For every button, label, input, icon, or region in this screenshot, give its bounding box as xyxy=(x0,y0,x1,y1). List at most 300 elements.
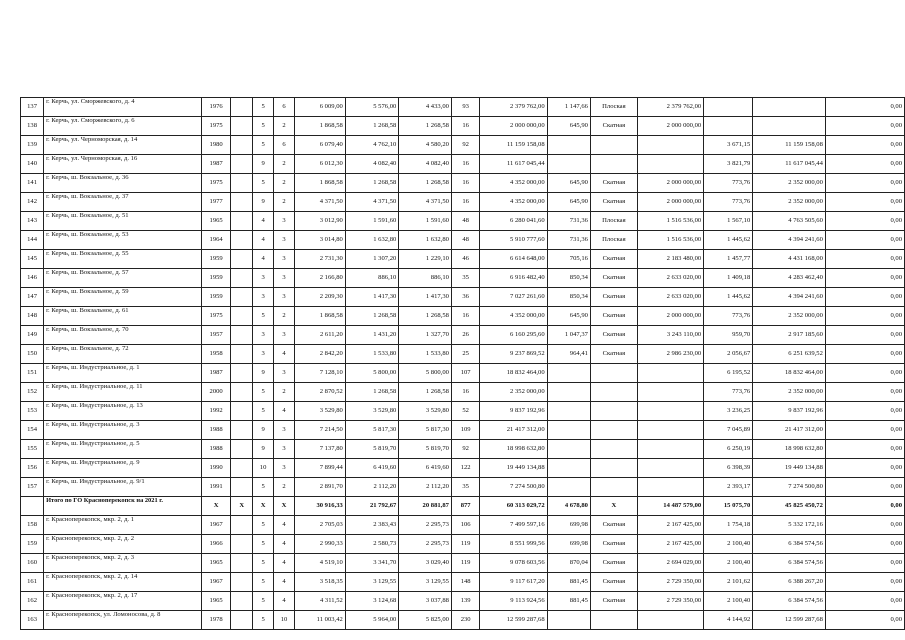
cell-total-cost: 9 078 603,56 xyxy=(480,554,547,573)
cell-residents: 52 xyxy=(451,402,479,421)
cell-address: г. Красноперекопск, мкр. 2, д. 2 xyxy=(44,535,202,554)
cell-cost-2: 18 998 632,80 xyxy=(753,440,826,459)
cell-year-built: 1980 xyxy=(201,136,231,155)
cell-year-built: 1964 xyxy=(201,231,231,250)
cell-address: г. Керчь, ш. Вокзальное, д. 57 xyxy=(44,269,202,288)
cell-unit-cost-2: 6 398,39 xyxy=(704,459,753,478)
cell-roof-cost: 2 633 020,00 xyxy=(637,288,703,307)
cell-address: г. Керчь, ш. Индустриальное, д. 13 xyxy=(44,402,202,421)
cell-living-area: 1 307,20 xyxy=(345,250,399,269)
cell-blank-col xyxy=(231,212,253,231)
cell-cost-2: 4 394 241,60 xyxy=(753,288,826,307)
cell-total-cost: 9 837 192,96 xyxy=(480,402,547,421)
cell-floors: 3 xyxy=(253,326,274,345)
cell-residents: 119 xyxy=(451,535,479,554)
cell-year-built: 1987 xyxy=(201,364,231,383)
cell-living-area: 1 268,58 xyxy=(345,383,399,402)
cell-year-built: 1959 xyxy=(201,269,231,288)
cell-address: г. Керчь, ш. Индустриальное, д. 1 xyxy=(44,364,202,383)
cell-row-number: 160 xyxy=(21,554,44,573)
cell-residential-area: 1 417,30 xyxy=(399,288,452,307)
cell-total-cost: 4 352 000,00 xyxy=(480,174,547,193)
cell-cost-2: 19 449 134,88 xyxy=(753,459,826,478)
cell-remainder: 0,00 xyxy=(825,611,904,630)
cell-address: г. Красноперекопск, мкр. 2, д. 3 xyxy=(44,554,202,573)
cell-residents: 35 xyxy=(451,478,479,497)
cell-entrances: 2 xyxy=(274,478,295,497)
cell-floors: 5 xyxy=(253,611,274,630)
cell-cost-2: 11 159 158,08 xyxy=(753,136,826,155)
cell-year-built: 1978 xyxy=(201,611,231,630)
table-row xyxy=(21,364,905,383)
cell-unit-cost-2: 3 821,79 xyxy=(704,155,753,174)
cell-address: г. Керчь, ул. Черноморская, д. 16 xyxy=(44,155,202,174)
cell-roof-cost: 2 000 000,00 xyxy=(637,117,703,136)
cell-residents: 877 xyxy=(451,497,479,516)
cell-living-area: 4 371,50 xyxy=(345,193,399,212)
cell-unit-cost: 1 147,66 xyxy=(547,98,590,117)
cell-year-built: 1988 xyxy=(201,421,231,440)
cell-row-number: 154 xyxy=(21,421,44,440)
table-row xyxy=(21,611,905,630)
cell-unit-cost xyxy=(547,421,590,440)
cell-address: г. Керчь, ш. Индустриальное, д. 9 xyxy=(44,459,202,478)
cell-year-built: 1965 xyxy=(201,592,231,611)
cell-remainder: 0,00 xyxy=(825,478,904,497)
cell-row-number xyxy=(21,497,44,516)
table-row xyxy=(21,516,905,535)
cell-cost-2 xyxy=(753,98,826,117)
cell-unit-cost-2: 959,70 xyxy=(704,326,753,345)
cell-living-area: 1 533,80 xyxy=(345,345,399,364)
cell-living-area: 1 417,30 xyxy=(345,288,399,307)
table-row xyxy=(21,573,905,592)
cell-unit-cost-2: 1 445,62 xyxy=(704,231,753,250)
housing-repair-table xyxy=(20,97,905,630)
table-row xyxy=(21,288,905,307)
cell-unit-cost xyxy=(547,478,590,497)
table-row xyxy=(21,383,905,402)
cell-total-cost: 6 614 648,00 xyxy=(480,250,547,269)
cell-residential-area: 1 533,80 xyxy=(399,345,452,364)
cell-living-area: 5 817,30 xyxy=(345,421,399,440)
cell-roof-type: Скатная xyxy=(590,250,637,269)
cell-total-cost: 18 998 632,80 xyxy=(480,440,547,459)
cell-remainder: 0,00 xyxy=(825,554,904,573)
cell-floors: 5 xyxy=(253,174,274,193)
cell-total-area: 1 868,58 xyxy=(295,174,346,193)
cell-total-area: 7 899,44 xyxy=(295,459,346,478)
table-row xyxy=(21,307,905,326)
cell-cost-2: 6 384 574,56 xyxy=(753,535,826,554)
cell-unit-cost-2: 3 236,25 xyxy=(704,402,753,421)
cell-total-cost: 18 832 464,00 xyxy=(480,364,547,383)
cell-roof-type: Скатная xyxy=(590,326,637,345)
cell-year-built: 1975 xyxy=(201,117,231,136)
cell-residents: 119 xyxy=(451,554,479,573)
cell-total-area: 6 012,30 xyxy=(295,155,346,174)
cell-residents: 26 xyxy=(451,326,479,345)
cell-year-built: 1957 xyxy=(201,326,231,345)
cell-row-number: 161 xyxy=(21,573,44,592)
table-row xyxy=(21,250,905,269)
cell-remainder: 0,00 xyxy=(825,326,904,345)
cell-cost-2: 2 917 185,60 xyxy=(753,326,826,345)
cell-remainder: 0,00 xyxy=(825,231,904,250)
cell-total-cost: 9 117 617,20 xyxy=(480,573,547,592)
cell-remainder: 0,00 xyxy=(825,497,904,516)
cell-roof-type xyxy=(590,155,637,174)
cell-entrances: 3 xyxy=(274,212,295,231)
cell-residential-area: 4 371,50 xyxy=(399,193,452,212)
cell-unit-cost-2: 2 393,17 xyxy=(704,478,753,497)
cell-roof-type: Скатная xyxy=(590,345,637,364)
cell-total-area: 1 868,58 xyxy=(295,117,346,136)
cell-unit-cost xyxy=(547,136,590,155)
cell-unit-cost: 881,45 xyxy=(547,592,590,611)
cell-residential-area: 2 295,73 xyxy=(399,516,452,535)
cell-living-area: 2 383,43 xyxy=(345,516,399,535)
cell-remainder: 0,00 xyxy=(825,98,904,117)
cell-residents: 16 xyxy=(451,155,479,174)
cell-blank-col xyxy=(231,516,253,535)
cell-cost-2: 18 832 464,00 xyxy=(753,364,826,383)
cell-roof-cost: 2 000 000,00 xyxy=(637,174,703,193)
cell-roof-type xyxy=(590,478,637,497)
total-row xyxy=(21,497,905,516)
cell-entrances: 2 xyxy=(274,117,295,136)
cell-roof-cost xyxy=(637,459,703,478)
cell-roof-type: Скатная xyxy=(590,307,637,326)
cell-roof-type: Скатная xyxy=(590,117,637,136)
cell-blank-col xyxy=(231,155,253,174)
cell-residential-area: 1 268,58 xyxy=(399,383,452,402)
cell-unit-cost-2: 6 250,19 xyxy=(704,440,753,459)
cell-roof-cost xyxy=(637,383,703,402)
cell-living-area: 3 124,68 xyxy=(345,592,399,611)
cell-address: г. Красноперекопск, ул. Ломоносова, д. 8 xyxy=(44,611,202,630)
cell-blank-col xyxy=(231,117,253,136)
table-row xyxy=(21,98,905,117)
cell-address: г. Керчь, ш. Индустриальное, д. 11 xyxy=(44,383,202,402)
cell-unit-cost: 705,16 xyxy=(547,250,590,269)
cell-blank-col xyxy=(231,459,253,478)
cell-total-cost: 5 910 777,60 xyxy=(480,231,547,250)
cell-floors: 9 xyxy=(253,364,274,383)
cell-floors: 3 xyxy=(253,345,274,364)
cell-cost-2: 9 837 192,96 xyxy=(753,402,826,421)
cell-blank-col xyxy=(231,535,253,554)
cell-entrances: 4 xyxy=(274,573,295,592)
cell-unit-cost xyxy=(547,364,590,383)
cell-blank-col xyxy=(231,440,253,459)
cell-living-area: 6 419,60 xyxy=(345,459,399,478)
cell-floors: 5 xyxy=(253,98,274,117)
cell-floors: 5 xyxy=(253,307,274,326)
cell-row-number: 156 xyxy=(21,459,44,478)
cell-address: г. Керчь, ш. Индустриальное, д. 5 xyxy=(44,440,202,459)
cell-cost-2: 6 384 574,56 xyxy=(753,592,826,611)
cell-floors: 4 xyxy=(253,212,274,231)
cell-total-cost: 60 313 029,72 xyxy=(480,497,547,516)
cell-blank-col xyxy=(231,573,253,592)
cell-total-area: 1 868,58 xyxy=(295,307,346,326)
cell-unit-cost: 645,90 xyxy=(547,117,590,136)
cell-roof-type xyxy=(590,459,637,478)
cell-row-number: 163 xyxy=(21,611,44,630)
cell-entrances: 3 xyxy=(274,364,295,383)
cell-roof-type xyxy=(590,402,637,421)
cell-total-cost: 11 159 158,08 xyxy=(480,136,547,155)
cell-unit-cost-2: 1 445,62 xyxy=(704,288,753,307)
cell-unit-cost xyxy=(547,459,590,478)
cell-residential-area: 6 419,60 xyxy=(399,459,452,478)
cell-entrances: 4 xyxy=(274,345,295,364)
cell-unit-cost: 881,45 xyxy=(547,573,590,592)
cell-unit-cost-2: 3 671,15 xyxy=(704,136,753,155)
cell-total-area: 3 012,90 xyxy=(295,212,346,231)
cell-year-built: 1975 xyxy=(201,307,231,326)
cell-entrances: 2 xyxy=(274,307,295,326)
cell-year-built: 1992 xyxy=(201,402,231,421)
table-row xyxy=(21,231,905,250)
cell-unit-cost-2: 1 567,10 xyxy=(704,212,753,231)
cell-roof-cost: 3 243 110,00 xyxy=(637,326,703,345)
cell-cost-2: 45 825 450,72 xyxy=(753,497,826,516)
cell-living-area: 21 792,67 xyxy=(345,497,399,516)
cell-living-area: 1 268,58 xyxy=(345,174,399,193)
cell-blank-col xyxy=(231,592,253,611)
cell-total-area: 2 705,03 xyxy=(295,516,346,535)
cell-address: г. Керчь, ш. Индустриальное, д. 3 xyxy=(44,421,202,440)
cell-remainder: 0,00 xyxy=(825,174,904,193)
cell-residential-area: 3 529,80 xyxy=(399,402,452,421)
cell-living-area: 5 964,00 xyxy=(345,611,399,630)
cell-cost-2 xyxy=(753,117,826,136)
cell-floors: 5 xyxy=(253,383,274,402)
cell-residential-area: 1 229,10 xyxy=(399,250,452,269)
cell-residents: 109 xyxy=(451,421,479,440)
cell-entrances: 2 xyxy=(274,193,295,212)
cell-blank-col xyxy=(231,250,253,269)
cell-residential-area: 1 268,58 xyxy=(399,174,452,193)
cell-address: г. Керчь, ул. Сморжевского, д. 4 xyxy=(44,98,202,117)
cell-unit-cost: 645,90 xyxy=(547,193,590,212)
cell-total-area: 2 209,30 xyxy=(295,288,346,307)
cell-roof-cost: 1 516 536,00 xyxy=(637,231,703,250)
cell-address: г. Керчь, ш. Вокзальное, д. 55 xyxy=(44,250,202,269)
cell-floors: 5 xyxy=(253,117,274,136)
cell-blank-col xyxy=(231,554,253,573)
table-row xyxy=(21,193,905,212)
cell-residents: 36 xyxy=(451,288,479,307)
table-row xyxy=(21,326,905,345)
cell-living-area: 3 129,55 xyxy=(345,573,399,592)
cell-total-area: 2 870,52 xyxy=(295,383,346,402)
cell-remainder: 0,00 xyxy=(825,364,904,383)
cell-cost-2: 4 394 241,60 xyxy=(753,231,826,250)
cell-residential-area: 5 825,00 xyxy=(399,611,452,630)
cell-blank-col xyxy=(231,478,253,497)
cell-residential-area: 3 029,40 xyxy=(399,554,452,573)
cell-row-number: 139 xyxy=(21,136,44,155)
cell-entrances: 4 xyxy=(274,535,295,554)
cell-living-area: 5 800,00 xyxy=(345,364,399,383)
cell-row-number: 153 xyxy=(21,402,44,421)
table-row xyxy=(21,402,905,421)
table-body xyxy=(21,98,905,630)
cell-cost-2: 4 431 168,00 xyxy=(753,250,826,269)
cell-entrances: 3 xyxy=(274,269,295,288)
cell-address: г. Керчь, ш. Вокзальное, д. 70 xyxy=(44,326,202,345)
cell-blank-col xyxy=(231,136,253,155)
cell-blank-col xyxy=(231,193,253,212)
cell-total-cost: 2 379 762,00 xyxy=(480,98,547,117)
cell-cost-2: 6 251 639,52 xyxy=(753,345,826,364)
cell-roof-cost: 1 516 536,00 xyxy=(637,212,703,231)
table-row xyxy=(21,478,905,497)
cell-residents: 16 xyxy=(451,174,479,193)
cell-remainder: 0,00 xyxy=(825,212,904,231)
cell-total-area: 3 529,80 xyxy=(295,402,346,421)
cell-living-area: 886,10 xyxy=(345,269,399,288)
cell-residents: 122 xyxy=(451,459,479,478)
cell-unit-cost: 731,36 xyxy=(547,231,590,250)
cell-floors: X xyxy=(253,497,274,516)
cell-remainder: 0,00 xyxy=(825,136,904,155)
cell-entrances: 10 xyxy=(274,611,295,630)
cell-entrances: 4 xyxy=(274,592,295,611)
cell-roof-type: Скатная xyxy=(590,193,637,212)
cell-roof-type xyxy=(590,383,637,402)
cell-total-area: 2 166,80 xyxy=(295,269,346,288)
cell-entrances: 3 xyxy=(274,288,295,307)
cell-residential-area: 2 295,73 xyxy=(399,535,452,554)
cell-roof-cost: 14 487 579,00 xyxy=(637,497,703,516)
cell-unit-cost: 699,98 xyxy=(547,516,590,535)
cell-year-built: X xyxy=(201,497,231,516)
cell-residential-area: 5 819,70 xyxy=(399,440,452,459)
cell-residents: 139 xyxy=(451,592,479,611)
cell-year-built: 1959 xyxy=(201,288,231,307)
cell-unit-cost-2: 2 100,40 xyxy=(704,592,753,611)
cell-roof-type xyxy=(590,136,637,155)
cell-total-cost: 9 237 869,52 xyxy=(480,345,547,364)
cell-floors: 5 xyxy=(253,516,274,535)
cell-unit-cost-2 xyxy=(704,98,753,117)
cell-floors: 3 xyxy=(253,288,274,307)
cell-floors: 9 xyxy=(253,421,274,440)
cell-living-area: 2 580,73 xyxy=(345,535,399,554)
cell-remainder: 0,00 xyxy=(825,307,904,326)
cell-total-area: 3 518,35 xyxy=(295,573,346,592)
cell-roof-cost: 2 167 425,00 xyxy=(637,535,703,554)
cell-entrances: 3 xyxy=(274,326,295,345)
cell-roof-type: Скатная xyxy=(590,592,637,611)
cell-roof-type: X xyxy=(590,497,637,516)
cell-residents: 93 xyxy=(451,98,479,117)
cell-year-built: 1967 xyxy=(201,516,231,535)
cell-unit-cost-2: 4 144,92 xyxy=(704,611,753,630)
cell-total-cost: 2 000 000,00 xyxy=(480,117,547,136)
table-row xyxy=(21,592,905,611)
cell-unit-cost: 4 678,80 xyxy=(547,497,590,516)
cell-entrances: 2 xyxy=(274,383,295,402)
cell-entrances: 3 xyxy=(274,459,295,478)
cell-total-area: 4 519,10 xyxy=(295,554,346,573)
cell-year-built: 1966 xyxy=(201,535,231,554)
cell-living-area: 1 268,58 xyxy=(345,307,399,326)
cell-row-number: 159 xyxy=(21,535,44,554)
cell-unit-cost-2 xyxy=(704,117,753,136)
cell-total-area: 4 311,52 xyxy=(295,592,346,611)
cell-blank-col xyxy=(231,383,253,402)
cell-cost-2: 6 384 574,56 xyxy=(753,554,826,573)
cell-unit-cost-2: 6 195,52 xyxy=(704,364,753,383)
cell-roof-cost: 2 729 350,00 xyxy=(637,592,703,611)
cell-total-cost: 9 113 924,56 xyxy=(480,592,547,611)
cell-total-area: 2 731,30 xyxy=(295,250,346,269)
cell-living-area: 1 632,80 xyxy=(345,231,399,250)
cell-cost-2: 4 283 462,40 xyxy=(753,269,826,288)
cell-year-built: 1990 xyxy=(201,459,231,478)
cell-living-area: 5 576,00 xyxy=(345,98,399,117)
cell-roof-type: Скатная xyxy=(590,174,637,193)
cell-unit-cost-2: 1 409,18 xyxy=(704,269,753,288)
cell-blank-col xyxy=(231,231,253,250)
cell-cost-2: 4 763 505,60 xyxy=(753,212,826,231)
cell-total-area: 7 137,80 xyxy=(295,440,346,459)
cell-living-area: 1 268,58 xyxy=(345,117,399,136)
table-row xyxy=(21,117,905,136)
cell-entrances: X xyxy=(274,497,295,516)
cell-residents: 35 xyxy=(451,269,479,288)
cell-unit-cost: 964,41 xyxy=(547,345,590,364)
cell-address: г. Керчь, ш. Индустриальное, д. 9/1 xyxy=(44,478,202,497)
table-row xyxy=(21,269,905,288)
cell-total-cost: 21 417 312,00 xyxy=(480,421,547,440)
cell-roof-cost: 2 729 350,00 xyxy=(637,573,703,592)
cell-address: г. Красноперекопск, мкр. 2, д. 14 xyxy=(44,573,202,592)
cell-remainder: 0,00 xyxy=(825,516,904,535)
cell-residents: 46 xyxy=(451,250,479,269)
cell-total-area: 11 003,42 xyxy=(295,611,346,630)
cell-blank-col xyxy=(231,307,253,326)
cell-residential-area: 3 037,88 xyxy=(399,592,452,611)
cell-residential-area: 1 268,58 xyxy=(399,307,452,326)
cell-floors: 5 xyxy=(253,478,274,497)
cell-unit-cost: 699,98 xyxy=(547,535,590,554)
cell-residential-area: 5 800,00 xyxy=(399,364,452,383)
cell-unit-cost-2: 1 457,77 xyxy=(704,250,753,269)
cell-roof-cost xyxy=(637,136,703,155)
cell-unit-cost: 1 047,37 xyxy=(547,326,590,345)
cell-remainder: 0,00 xyxy=(825,345,904,364)
cell-entrances: 2 xyxy=(274,155,295,174)
cell-year-built: 1987 xyxy=(201,155,231,174)
cell-roof-type xyxy=(590,421,637,440)
cell-residents: 16 xyxy=(451,383,479,402)
cell-address: г. Керчь, ш. Вокзальное, д. 59 xyxy=(44,288,202,307)
cell-entrances: 6 xyxy=(274,136,295,155)
cell-address: г. Керчь, ш. Вокзальное, д. 61 xyxy=(44,307,202,326)
cell-address: г. Красноперекопск, мкр. 2, д. 1 xyxy=(44,516,202,535)
cell-entrances: 6 xyxy=(274,98,295,117)
cell-blank-col xyxy=(231,288,253,307)
cell-total-area: 4 371,50 xyxy=(295,193,346,212)
cell-residential-area: 3 129,55 xyxy=(399,573,452,592)
cell-residents: 92 xyxy=(451,136,479,155)
